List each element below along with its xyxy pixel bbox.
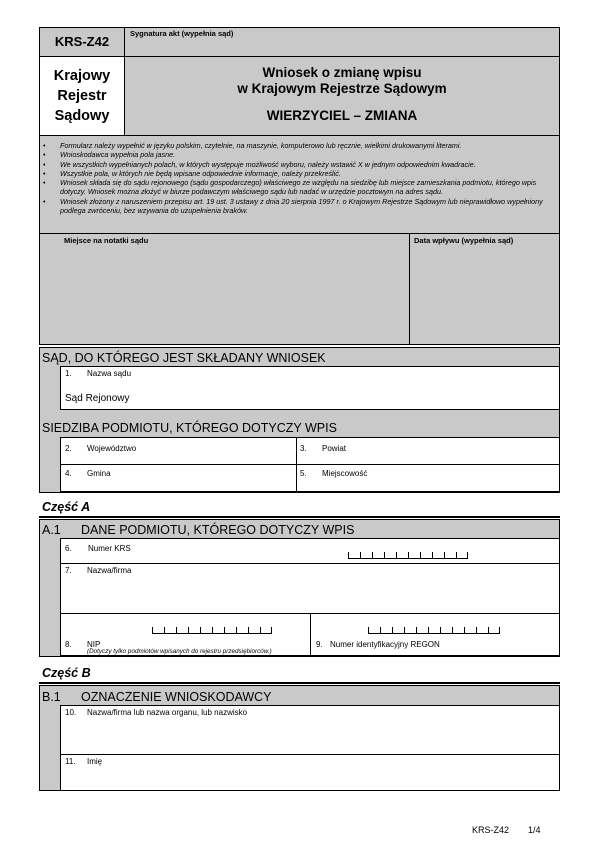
- commune-label: Gmina: [87, 469, 111, 478]
- company-name-label: Nazwa/firma: [87, 566, 132, 575]
- court-notes-label: Miejsce na notatki sądu: [64, 236, 149, 245]
- field-number: 2.: [65, 444, 72, 453]
- signature-label: Sygnatura akt (wypełnia sąd): [130, 29, 234, 38]
- seat-section-title: SIEDZIBA PODMIOTU, KTÓREGO DOTYCZY WPIS: [42, 421, 337, 435]
- footer-form-code: KRS-Z42: [472, 825, 510, 835]
- instruction-item: • We wszystkich wypełnianych polach, w których występuje możliwość wyboru, należy wstawić X w jednym odpowiednim kwadracie.: [40, 160, 555, 169]
- title-line-2: w Krajowym Rejestrze Sądowym: [237, 81, 447, 96]
- title-line-1: Wniosek o zmianę wpisu: [262, 65, 422, 80]
- court-name-value: Sąd Rejonowy: [65, 393, 130, 404]
- field-number: 1.: [65, 369, 72, 378]
- nip-label: NIP: [87, 640, 101, 649]
- locality-label: Miejscowość: [322, 469, 368, 478]
- part-b-title: OZNACZENIE WNIOSKODAWCY: [81, 690, 272, 704]
- part-a-title: DANE PODMIOTU, KTÓREGO DOTYCZY WPIS: [81, 523, 355, 537]
- field-number: 6.: [65, 544, 72, 553]
- krs-number-field[interactable]: [60, 538, 560, 564]
- instruction-item: • Wniosek złożony z naruszeniem przepisu art. 19 ust. 3 ustawy z dnia 20 sierpnia 1997 r. o Krajowym Rejestrze Sądowym lub nieprawidłowo wypełniony podlega zwróceniu, bez wzywania do uzupełnienia braków.: [40, 197, 555, 216]
- court-name-label: Nazwa sądu: [87, 369, 132, 378]
- instructions-box: [39, 135, 560, 234]
- field-number: 9.: [316, 640, 323, 649]
- part-b-rule: [39, 682, 560, 684]
- instruction-item: • Wniosek składa się do sądu rejonowego (sądu gospodarczego) właściwego ze względu na siedzibę lub miejsce zamieszkania podmiotu, którego wpis dotyczy. Wniosek można złożyć w biurze podawczym właściwego sądu lub nadać w urzędzie pocztowym na adres sądu.: [40, 178, 555, 197]
- part-b-code: B.1: [42, 690, 61, 704]
- field-number: 3.: [300, 444, 307, 453]
- regon-field[interactable]: [310, 613, 560, 656]
- voivodeship-label: Województwo: [87, 444, 137, 453]
- part-a-code: A.1: [42, 523, 61, 537]
- applicant-name-label: Nazwa/firma lub nazwa organu, lub nazwisko: [87, 708, 248, 717]
- nip-note: (Dotyczy tylko podmiotów wpisanych do rejestru przedsiębiorców.): [87, 648, 272, 655]
- footer-page-number: 1/4: [528, 825, 541, 835]
- nip-boxes[interactable]: [152, 626, 272, 634]
- instructions-list: [40, 141, 555, 215]
- field-number: 4.: [65, 469, 72, 478]
- receipt-date-box: [409, 233, 560, 345]
- instruction-item: • Wszystkie pola, w których nie będą wpisane odpowiednie informacje, należy przekreślić.: [40, 169, 555, 178]
- krs-number-label: Numer KRS: [88, 544, 131, 553]
- instruction-item: • Wnioskodawca wypełnia pola jasne.: [40, 150, 555, 159]
- court-section-title: SĄD, DO KTÓREGO JEST SKŁADANY WNIOSEK: [42, 351, 326, 365]
- field-number: 11.: [65, 757, 76, 766]
- instruction-item: • Formularz należy wypełnić w języku polskim, czytelnie, na maszynie, komputerowo lub ręcznie, wielkimi drukowanymi literami.: [40, 141, 555, 150]
- county-label: Powiat: [322, 444, 347, 453]
- registry-name-3: Sądowy: [54, 108, 110, 124]
- part-a-heading: Część A: [42, 500, 91, 514]
- regon-label: Numer identyfikacyjny REGON: [330, 640, 440, 649]
- court-name-field[interactable]: [60, 366, 560, 410]
- company-name-field[interactable]: [60, 563, 560, 614]
- field-number: 10.: [65, 708, 77, 717]
- field-number: 7.: [65, 566, 72, 575]
- field-number: 5.: [300, 469, 307, 478]
- form-code: KRS-Z42: [54, 34, 110, 49]
- part-a-rule: [39, 516, 560, 518]
- subtitle: WIERZYCIEL – ZMIANA: [266, 108, 418, 123]
- registry-name-1: Krajowy: [53, 68, 111, 84]
- regon-boxes[interactable]: [368, 626, 500, 634]
- court-notes-box: [39, 233, 410, 345]
- krs-number-boxes[interactable]: [348, 551, 468, 559]
- part-b-heading: Część B: [42, 666, 91, 680]
- field-number: 8.: [65, 640, 72, 649]
- receipt-date-label: Data wpływu (wypełnia sąd): [414, 236, 514, 245]
- first-name-field[interactable]: [60, 754, 560, 791]
- first-name-label: Imię: [87, 757, 103, 766]
- registry-name-2: Rejestr: [57, 88, 107, 104]
